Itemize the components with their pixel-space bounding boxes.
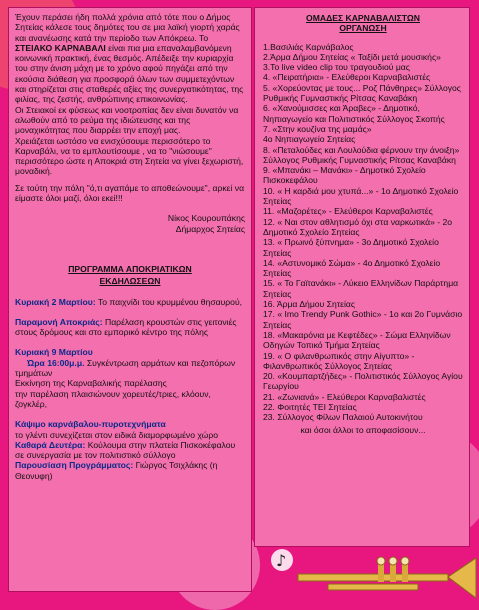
- program-title-2: ΕΚΔΗΛΩΣΕΩΝ: [99, 276, 161, 287]
- intro-text: Έχουν περάσει ήδη πολλά χρόνια από τότε που ο Δήμος Σητείας κάλεσε τους δημότες του σε μια λαϊκή γιορτή χαράς και ανανέωσης κατά την περίοδο των Απόκρεω. Το: [15, 12, 240, 43]
- carnival-groups-panel: [254, 7, 470, 547]
- intro-rest: είναι πια μια επαναλαμβανόμενη κοινωνική πρακτική, ένας θεσμός. Απέδειξε την κυριαρχία του στην άνιση μάχη με το χρόνο αφού πηγάζει από την εκούσια διάθεση για προσφορά όλων των συμμετεχόντων και στηρίζεται στις σταθερές αξίες της συνεργατικότητας, της φιλίας, της ζεστής, ανθρώπινης επικοινωνίας.: [15, 42, 244, 105]
- list-item: 11. «Μαζορέτες» - Ελεύθεροι Καρναβαλιστές: [263, 206, 433, 217]
- groups-closing: και όσοι άλλοι το αποφασίσουν...: [300, 424, 426, 435]
- list-item: 5. «Χορεύοντας με τους... Ροζ Πάνθηρες» Σύλλογος Ρυθμικής Γυμναστικής Ρίτσας Καναβάκη: [263, 82, 461, 104]
- groups-list: [263, 42, 463, 423]
- event-3-time: Ώρα 16:00μ.μ.: [27, 357, 85, 368]
- list-item: 4. «Πειρατήρια» - Ελεύθεροι Καρναβαλιστές: [263, 72, 431, 83]
- event-5: [15, 440, 245, 461]
- event-3-text2: Εκκίνηση της Καρναβαλικής παρέλασης: [15, 378, 167, 389]
- event-5-label: Καθαρά Δευτέρα:: [15, 439, 86, 450]
- list-item: 16. Άρμα Δήμου Σητείας: [263, 299, 355, 310]
- signature-title: Δήμαρχος Σητείας: [175, 223, 245, 234]
- list-item: 13. « Πρωινό ξύπνημα» - 3ο Δημοτικό Σχολείο Σητείας: [263, 237, 439, 258]
- list-item: 15. « Το Γαϊτανάκι» - Λύκειο Ελληνίδων Παράρτημα Σητείας: [263, 278, 459, 299]
- list-item: 19. « Ο φιλανθρωπικός στην Αίγυπτο» - Φιλανθρωπικός Σύλλογος Σητείας: [263, 350, 415, 371]
- event-4-text: το γλέντι συνεχίζεται στον ειδικά διαμορφωμένο χώρο: [15, 429, 219, 440]
- signature-name: Νίκος Κουρουπάκης: [167, 213, 245, 224]
- list-item: 18. «Μακαρόνια με Κεφτέδες» - Σώμα Ελληνίδων Οδηγών Τοπικό Τμήμα Σητείας: [263, 329, 451, 351]
- list-item: 20. «Κουμπαρτζήδες» - Πολιτιστικός Σύλλογος Αγίου Γεωργίου: [263, 371, 463, 392]
- event-3-text3: την παρέλαση πλαισιώνουν χορευτές/τριες, κλόουν, ζογκλέρ,: [15, 388, 211, 409]
- event-1: [15, 297, 245, 307]
- list-item: 21. «Ζωνιανά» - Ελεύθεροι Καρναβαλιστές: [263, 391, 426, 402]
- event-2-label: Παραμονή Αποκριάς:: [15, 316, 103, 327]
- event-3: [15, 358, 245, 379]
- svg-text:♪: ♪: [276, 551, 287, 570]
- list-item: 12. « Ναι στον αθλητισμό όχι στα ναρκωτικά» - 2ο Δημοτικό Σχολείο Σητείας: [263, 216, 453, 237]
- list-item: Σύλλογος Ρυθμικής Γυμναστικής Ρίτσας Καναβάκη: [263, 154, 456, 165]
- intro-paragraph: [15, 12, 245, 105]
- list-item: 17. « Imo Trendy Punk Gothic» - 1ο και 2ο Γυμνάσιο Σητείας: [263, 309, 463, 330]
- list-item: 2.Άρμα Δήμου Σητείας « Ταξίδι μετά μουσικής»: [263, 51, 441, 62]
- groups-title-1: ΟΜΑΔΕΣ ΚΑΡΝΑΒΑΛΙΣΤΩΝ: [306, 13, 420, 23]
- list-item: 9. «Μπανάκι – Μανάκι» - Δημοτικό Σχολείο Πισκοκεφάλου: [263, 165, 426, 186]
- trumpet-icon: [268, 544, 478, 600]
- list-item: 6. «Χανούμισσες και Άραβες» - Δημοτικό, Νηπιαγωγείο και Πολιτιστικός Σύλλογος Σκοπής: [263, 103, 445, 124]
- list-item: 23. Σύλλογος Φίλων Παλαιού Αυτοκινήτου: [263, 412, 423, 423]
- list-item: 3.To live video clip του τραγουδιού μας: [263, 62, 410, 73]
- paragraph-3: Χρειάζεται ωστόσο να ενισχύσουμε περισσότερο το Καρναβάλι, να το εμπλουτίσουμε , να το "νιώσουμε" περισσότερο ώστε η Αποκριά στη Σητεία να γίνει ξεχωριστή, μοναδική.: [15, 135, 244, 177]
- event-6-label: Παρουσίαση Προγράμματος:: [15, 460, 134, 471]
- event-3-label: Κυριακή 9 Μαρτίου: [15, 347, 93, 358]
- event-1-label: Κυριακή 2 Μαρτίου:: [15, 296, 96, 307]
- paragraph-2: Οι Στειακοί εκ φύσεως και νοοτροπίας δεν είναι δυνατόν να αλωθούν από το ρεύμα της ιδιώτευσης και της μοναχικότητας που διαρρέει την εποχή μας.: [15, 104, 239, 136]
- event-3-text: Συγκέντρωση αρμάτων και πεζοπόρων τμημάτων: [15, 357, 236, 379]
- list-item: 10. « Η καρδιά μου χτυπά...» - 1ο Δημοτικό Σχολείο Σητείας: [263, 185, 459, 207]
- event-6: [15, 460, 245, 481]
- event-2: [15, 317, 245, 338]
- list-item: 1.Βασιλιάς Καρνάβαλος: [263, 41, 354, 52]
- event-1-text: Το παιχνίδι του κρυμμένου θησαυρού,: [97, 296, 243, 307]
- list-item: 7. «Στην κουζίνα της μαμάς»: [263, 123, 372, 134]
- groups-title-2: ΟΡΓΑΝΩΣΗ: [339, 23, 387, 34]
- event-4-label: Κάψιμο καρνάβαλου-πυροτεχνήματα: [15, 419, 166, 430]
- list-item: 8. «Πεταλούδες και Λουλούδια φέρνουν την άνοιξη»: [263, 144, 460, 155]
- list-item: 14. «Αστυνομικό Σώμα» - 4ο Δημοτικό Σχολείο Σητείας: [263, 257, 441, 279]
- list-item: 22. Φοιτητές ΤΕΙ Σητείας: [263, 401, 357, 412]
- list-item: 4ο Νηπιαγωγείο Σητείας: [263, 134, 356, 145]
- paragraph-4: Σε τούτη την πόλη "ό,τι αγαπάμε το αποθεώνουμε", αρκεί να είμαστε όλοι μαζί, όλοι εκεί!!!: [15, 182, 245, 204]
- event-2-text: Παρέλαση κρουστών στις γειτονιές στους δρόμους και στο εμπορικό κέντρο της πόλης: [15, 316, 237, 338]
- event-5-text: Κούλουμα στην πλατεία Πισκοκέφαλου σε συνεργασία με τον πολιτιστικό σύλλογο: [15, 439, 236, 461]
- mayor-message-panel: [8, 7, 252, 592]
- program-title-1: ΠΡΟΓΡΑΜΜΑ ΑΠΟΚΡΙΑΤΙΚΩΝ: [68, 263, 192, 274]
- carnival-name: ΣΤΕΙΑΚΟ ΚΑΡΝΑΒΑΛΙ: [15, 42, 106, 53]
- event-6-text: Γιώργος Τσιχλάκης (η Θεονυφη): [15, 460, 218, 481]
